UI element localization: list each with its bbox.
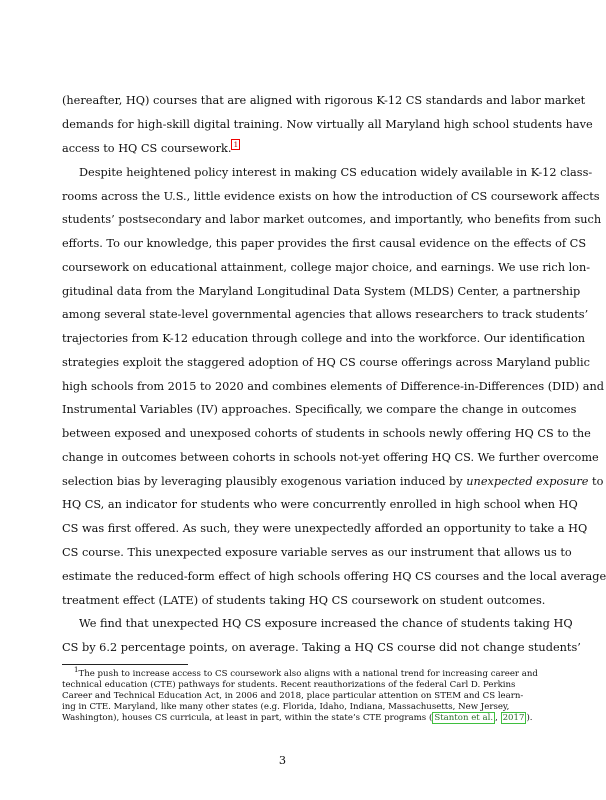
- body-line: change in outcomes between cohorts in schools not-yet offering HQ CS. We further overcome: [62, 451, 599, 464]
- citation-separator: ,: [495, 713, 501, 723]
- body-line: Instrumental Variables (IV) approaches. Specifically, we compare the change in outcomes: [62, 403, 577, 416]
- emphasis-unexpected-exposure: unexpected exposure: [466, 475, 589, 488]
- body-line: [62, 142, 504, 156]
- body-line: treatment effect (LATE) of students taking HQ CS coursework on student outcomes.: [62, 594, 546, 607]
- body-line: CS was first offered. As such, they were unexpectedly afforded an opportunity to take a HQ: [62, 522, 588, 535]
- body-line-text: access to HQ CS coursework.: [62, 142, 232, 155]
- citation-year-link[interactable]: 2017: [502, 713, 525, 723]
- body-line: CS by 6.2 percentage points, on average. Taking a HQ CS course did not change students’: [62, 641, 581, 654]
- body-line: strategies exploit the staggered adoption of HQ CS course offerings across Maryland public: [62, 356, 590, 369]
- body-line: We find that unexpected HQ CS exposure increased the chance of students taking HQ: [79, 617, 573, 630]
- footnote-line: technical education (CTE) pathways for students. Recent reauthorizations of the federal Carl D. Perkins: [62, 680, 516, 690]
- body-line: gitudinal data from the Maryland Longitudinal Data System (MLDS) Center, a partnership: [62, 285, 581, 298]
- citation-close: ).: [526, 713, 533, 723]
- body-line: estimate the reduced-form effect of high schools offering HQ CS courses and the local average: [62, 570, 606, 583]
- body-line: CS course. This unexpected exposure variable serves as our instrument that allows us to: [62, 546, 572, 559]
- footnote-line: ing in CTE. Maryland, like many other states (e.g. Florida, Idaho, Indiana, Massachusetts, New Jersey,: [62, 702, 510, 712]
- footnote-line: [74, 666, 538, 680]
- body-line: rooms across the U.S., little evidence exists on how the introduction of CS coursework affects: [62, 190, 600, 203]
- footnote-line: Career and Technical Education Act, in 2006 and 2018, place particular attention on STEM and CS learn-: [62, 691, 524, 701]
- body-line: demands for high-skill digital training. Now virtually all Maryland high school students have: [62, 118, 593, 131]
- footnote-text: Washington), houses CS curricula, at least in part, within the state’s CTE programs (: [62, 713, 433, 723]
- body-line: high schools from 2015 to 2020 and combines elements of Difference-in-Differences (DID) and: [62, 380, 604, 393]
- body-line: Despite heightened policy interest in making CS education widely available in K-12 class-: [79, 166, 593, 179]
- body-line: among several state-level governmental agencies that allows researchers to track students’: [62, 308, 589, 321]
- page-number: 3: [278, 754, 287, 767]
- body-line: coursework on educational attainment, college major choice, and earnings. We use rich lon-: [62, 261, 591, 274]
- body-line: students’ postsecondary and labor market outcomes, and importantly, who benefits from such: [62, 213, 602, 226]
- body-line-text: selection bias by leveraging plausibly exogenous variation induced by: [62, 475, 467, 488]
- footnote-mark: 1: [74, 666, 79, 674]
- body-line: [62, 475, 604, 489]
- body-line: (hereafter, HQ) courses that are aligned with rigorous K-12 CS standards and labor market: [62, 94, 586, 107]
- body-line: trajectories from K-12 education through college and into the workforce. Our identification: [62, 332, 586, 345]
- body-line: between exposed and unexposed cohorts of students in schools newly offering HQ CS to the: [62, 427, 591, 440]
- body-line: HQ CS, an indicator for students who were concurrently enrolled in high school when HQ: [62, 498, 578, 511]
- body-line-text: to: [588, 475, 604, 488]
- footnote-line: [62, 713, 533, 724]
- footnote-ref-link[interactable]: 1: [233, 140, 239, 149]
- footnote-text: The push to increase access to CS coursework also aligns with a national trend for increasing career and: [78, 669, 538, 679]
- body-line: efforts. To our knowledge, this paper provides the first causal evidence on the effects of CS: [62, 237, 587, 250]
- footnote-rule: [62, 664, 188, 665]
- citation-author-link[interactable]: Stanton et al.: [434, 713, 494, 723]
